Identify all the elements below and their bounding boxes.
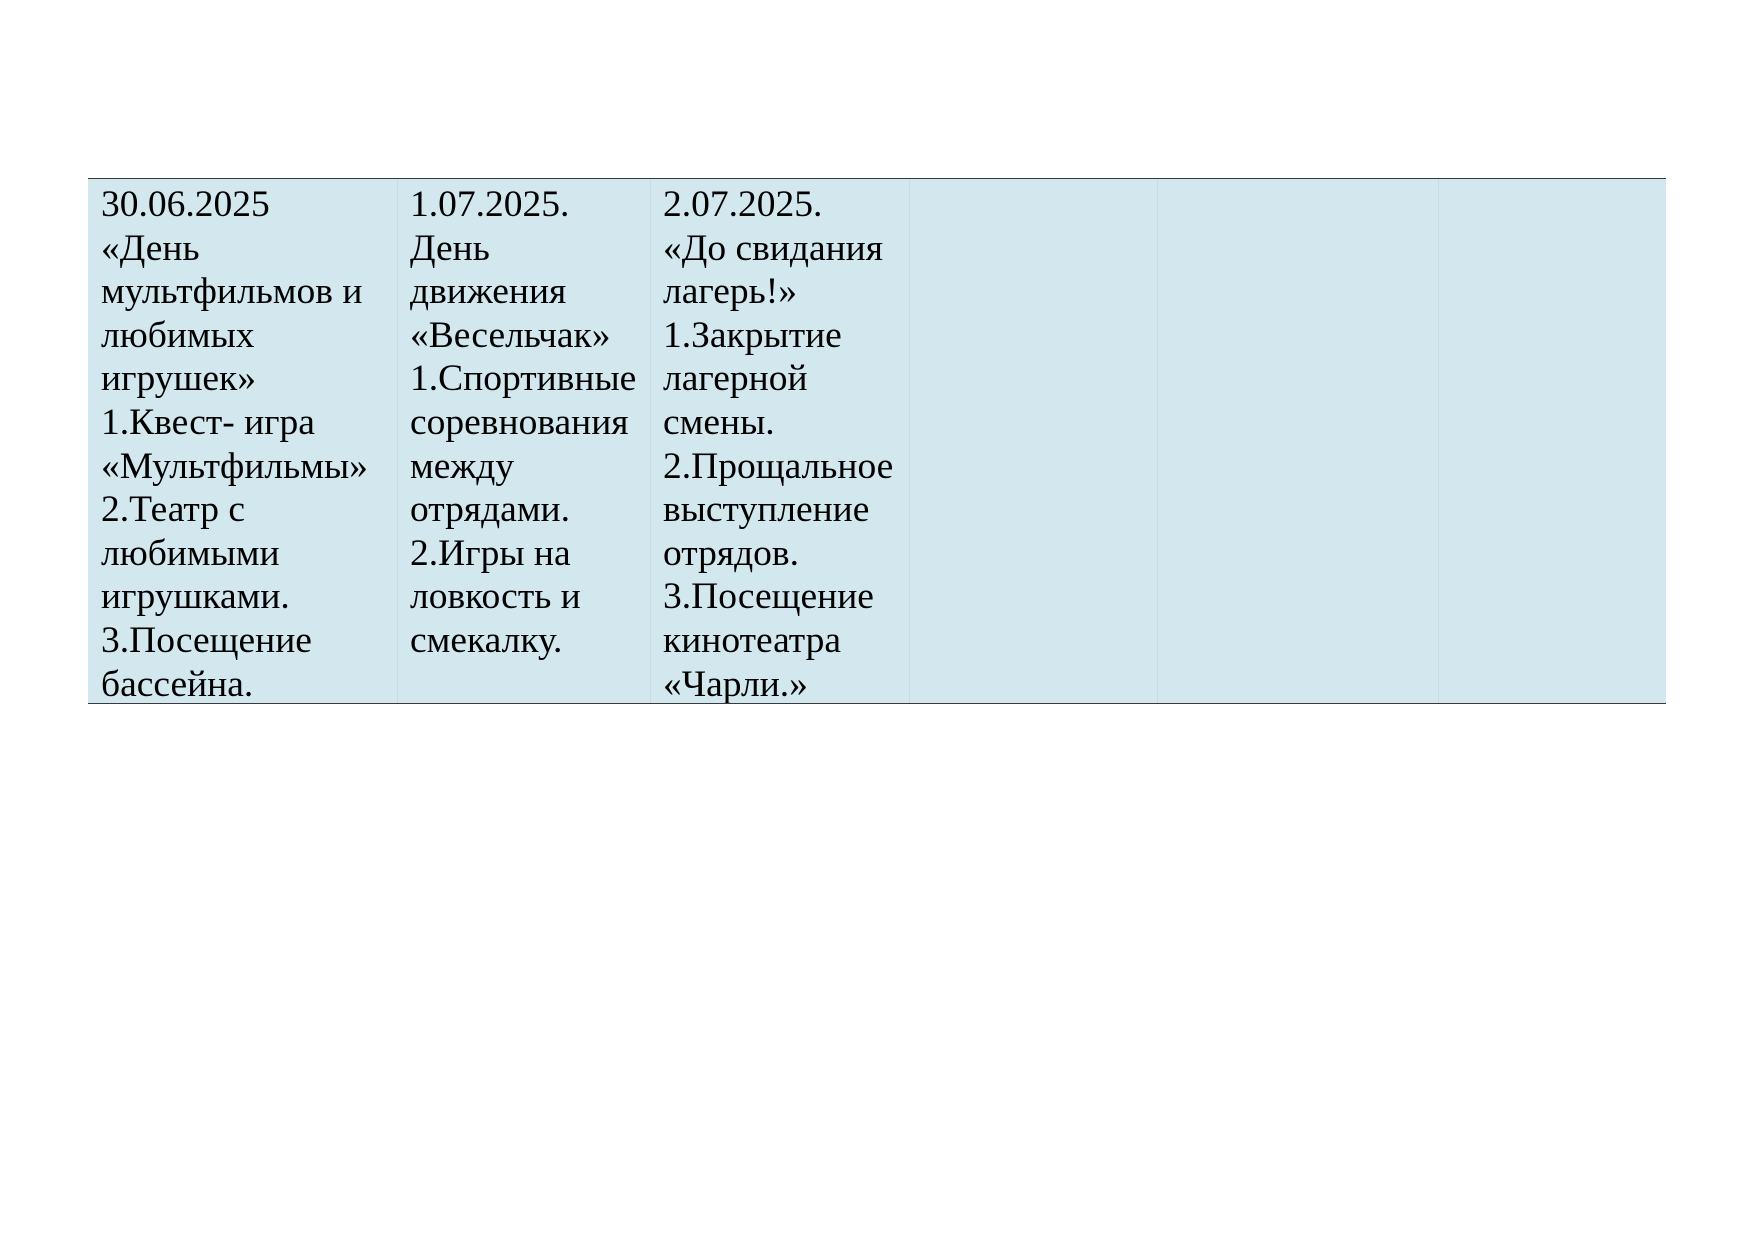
cell-line: лагерной xyxy=(663,358,808,400)
cell-line: игрушками. xyxy=(101,576,290,618)
cell-line: соревнования xyxy=(410,401,629,443)
cell-line: отрядов. xyxy=(663,532,800,574)
cell-line: смены. xyxy=(663,401,775,443)
cell-line: 2.07.2025. xyxy=(663,184,823,225)
cell-line: любимыми xyxy=(101,532,280,574)
cell-line: 1.Квест- игра xyxy=(101,401,315,443)
table-cell-empty-5 xyxy=(1157,179,1438,703)
schedule-table xyxy=(88,178,1666,704)
cell-line: 1.Спортивные xyxy=(410,358,637,400)
cell-line: «Чарли.» xyxy=(663,663,808,703)
cell-line: любимых xyxy=(101,314,255,356)
cell-line: между xyxy=(410,445,515,487)
cell-line: «Весельчак» xyxy=(410,314,611,356)
cell-line: 2.Театр с xyxy=(101,489,245,531)
cell-line: кинотеатра xyxy=(663,619,842,661)
cell-line: 30.06.2025 xyxy=(101,184,270,225)
cell-line: 1.Закрытие xyxy=(663,314,842,356)
cell-line: День xyxy=(410,227,490,269)
cell-line: лагерь!» xyxy=(663,271,797,313)
cell-line: 1.07.2025. xyxy=(410,184,570,225)
table-cell-day-1 xyxy=(88,179,397,703)
cell-line: 2.Игры на xyxy=(410,532,571,574)
cell-line: 2.Прощальное xyxy=(663,445,894,487)
table-cell-day-3 xyxy=(650,179,909,703)
table-cell-empty-4 xyxy=(909,179,1157,703)
cell-line: «Мультфильмы» xyxy=(101,445,368,487)
cell-line: «До свидания xyxy=(663,227,883,269)
cell-line: 3.Посещение xyxy=(663,576,874,618)
cell-line: движения xyxy=(410,271,567,313)
cell-line: ловкость и xyxy=(410,576,581,618)
cell-line: «День xyxy=(101,227,200,269)
cell-line: смекалку. xyxy=(410,619,563,661)
cell-line: 3.Посещение xyxy=(101,619,312,661)
table-cell-day-2 xyxy=(397,179,650,703)
table-cell-empty-6 xyxy=(1438,179,1666,703)
cell-line: игрушек» xyxy=(101,358,256,400)
cell-line: отрядами. xyxy=(410,489,570,531)
cell-line: бассейна. xyxy=(101,663,254,703)
cell-line: выступление xyxy=(663,489,870,531)
cell-line: мультфильмов и xyxy=(101,271,363,313)
